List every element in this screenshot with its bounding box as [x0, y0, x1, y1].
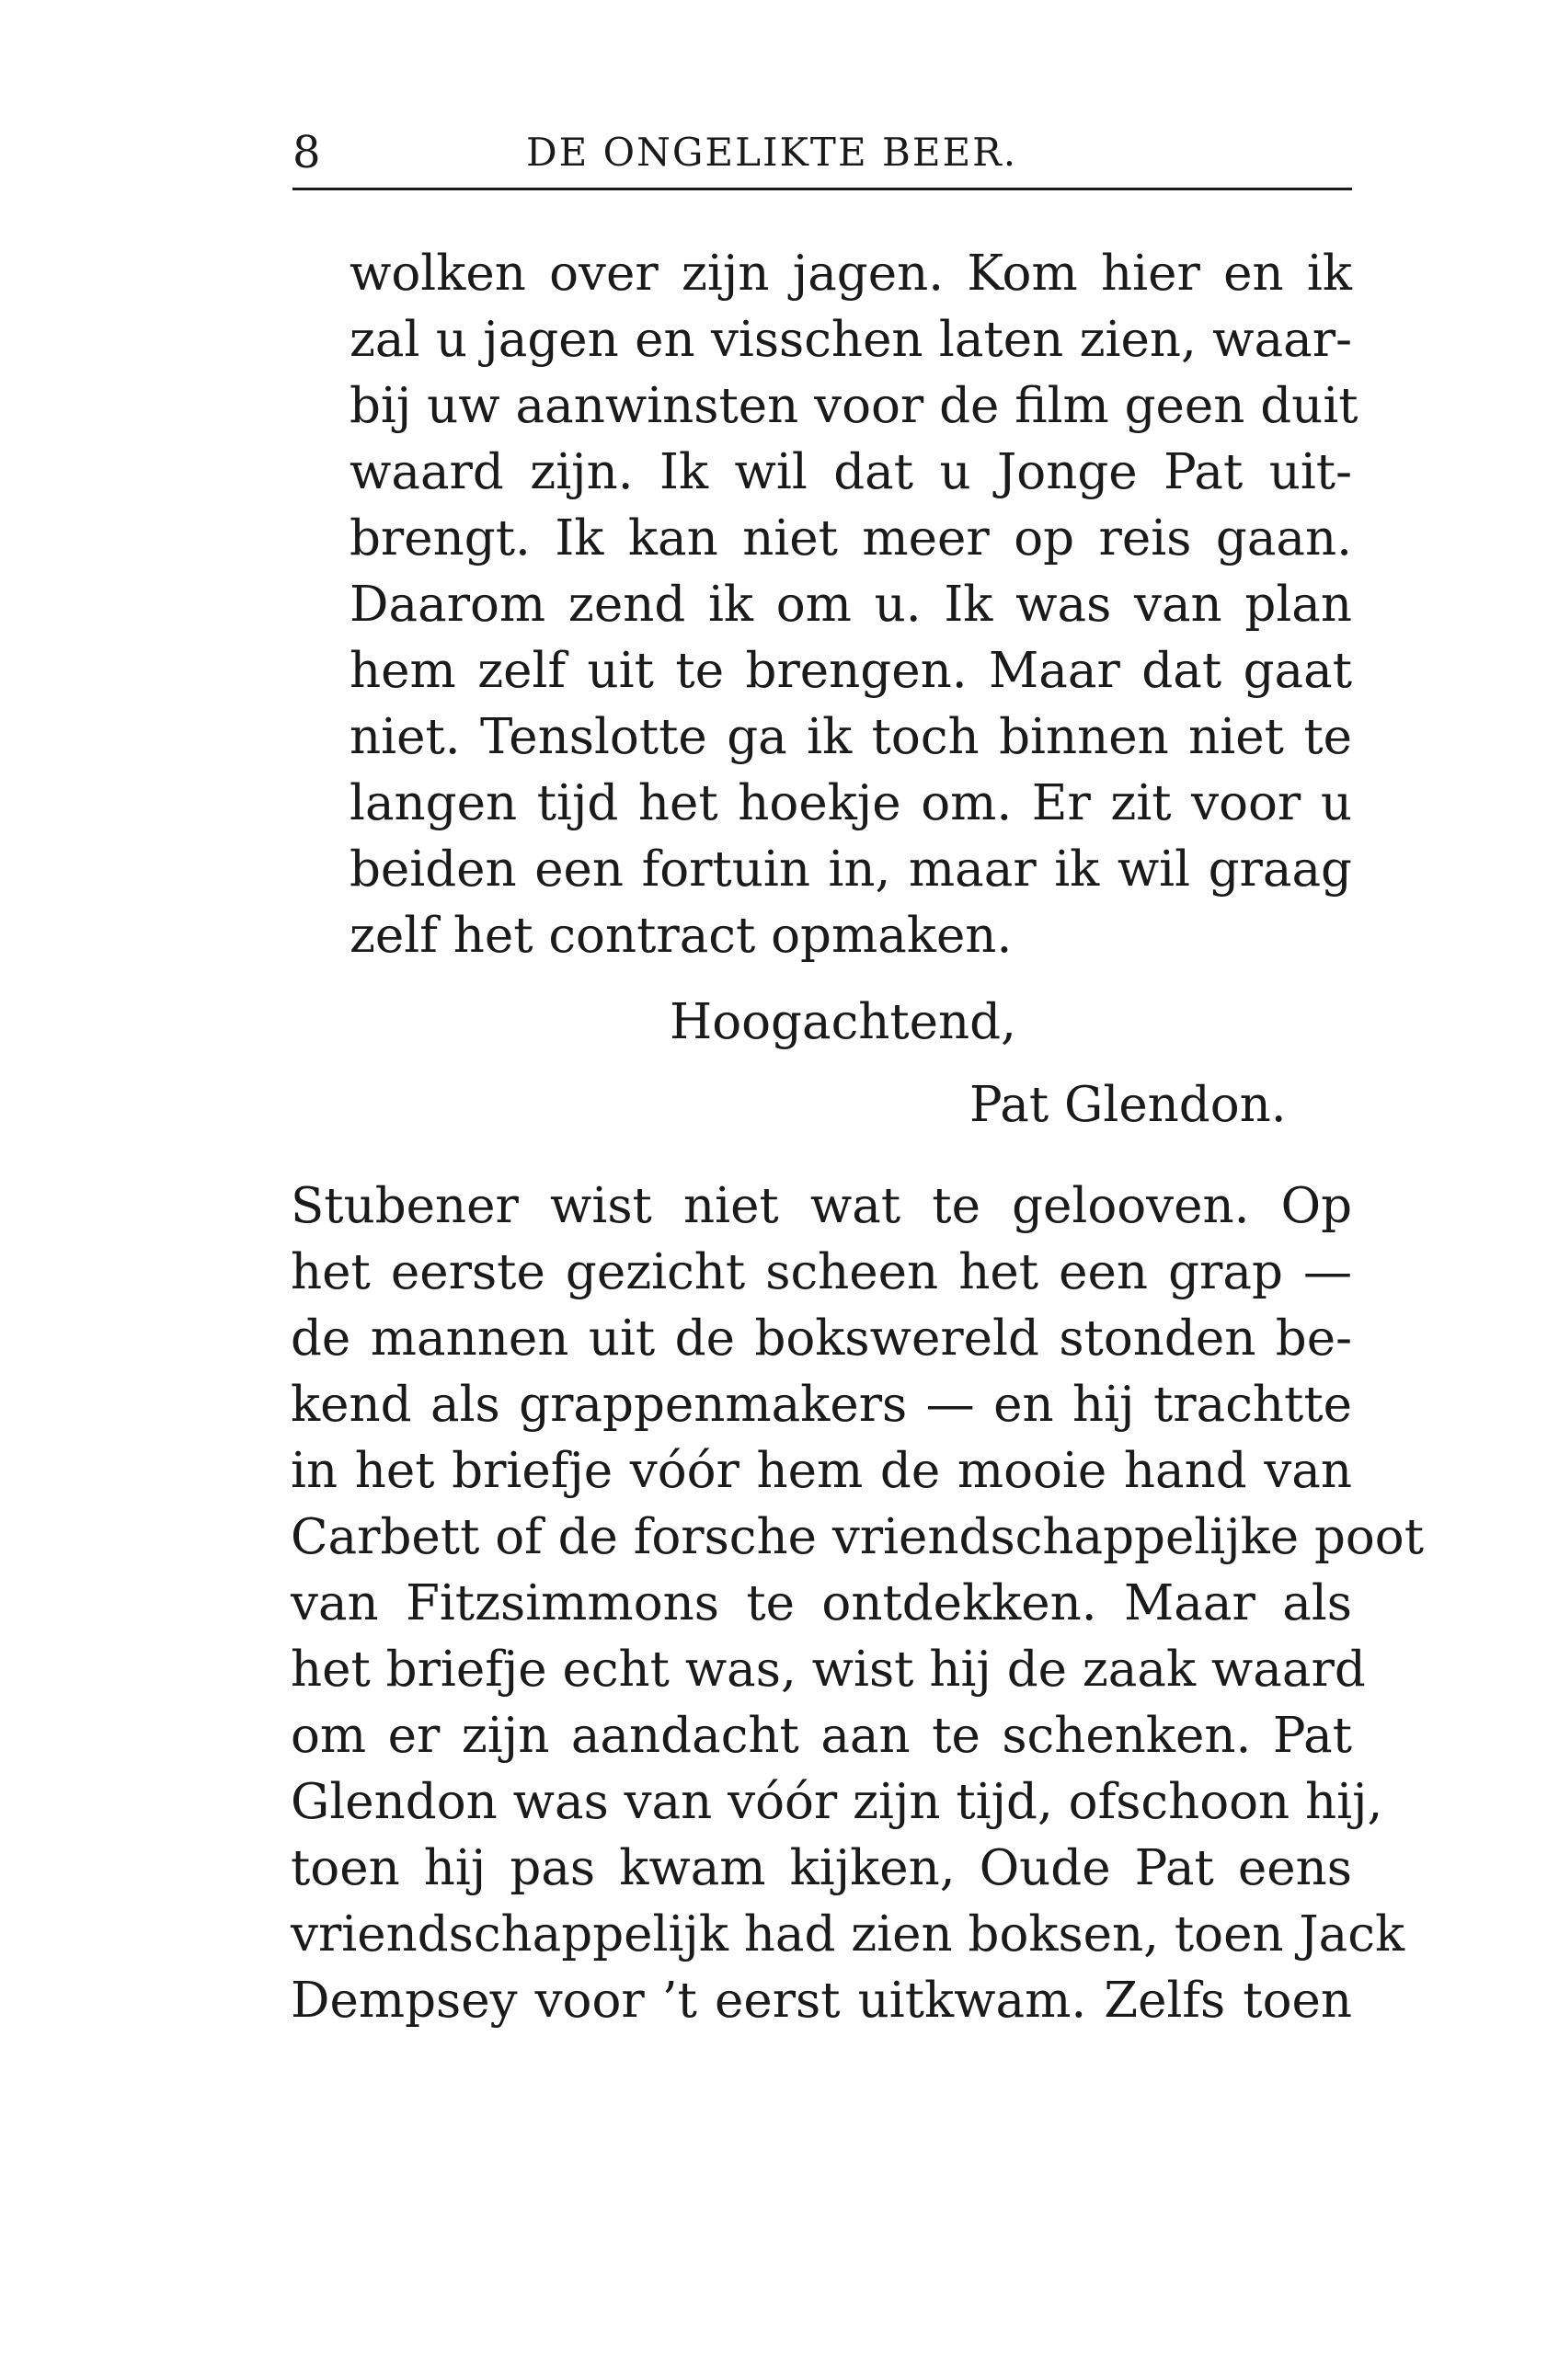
paragraph-line: de mannen uit de bokswereld stonden be- [291, 1310, 1352, 1367]
salutation: Hoogachtend, [670, 994, 1016, 1050]
paragraph-line: kend als grappenmakers — en hij trachtte [291, 1377, 1352, 1433]
paragraph-line: Glendon was van vóór zijn tijd, ofschoon hij, [291, 1774, 1383, 1830]
paragraph-line: Carbett of de forsche vriendschappelijke poot [291, 1509, 1425, 1565]
running-title: DE ONGELIKTE BEER. [526, 130, 1018, 175]
letter-line: langen tijd het hoekje om. Er zit voor u [350, 775, 1352, 831]
paragraph-line: het briefje echt was, wist hij de zaak waard [291, 1642, 1366, 1698]
letter-line: zal u jagen en visschen laten zien, waar- [350, 312, 1352, 368]
paragraph-line: in het briefje vóór hem de mooie hand van [291, 1443, 1352, 1499]
page-number: 8 [292, 127, 321, 178]
letter-line: beiden een fortuin in, maar ik wil graag [350, 841, 1352, 898]
letter-line: bij uw aanwinsten voor de film geen duit [350, 378, 1358, 434]
paragraph-line: vriendschappelijk had zien boksen, toen Jack [291, 1906, 1405, 1962]
letter-line: zelf het contract opmaken. [350, 908, 1013, 964]
letter-line: Daarom zend ik om u. Ik was van plan [350, 577, 1352, 633]
paragraph-line: om er zijn aandacht aan te schenken. Pat [291, 1708, 1352, 1764]
paragraph-line: Stubener wist niet wat te gelooven. Op [291, 1178, 1352, 1234]
letter-line: brengt. Ik kan niet meer op reis gaan. [350, 510, 1352, 566]
signature: Pat Glendon. [969, 1077, 1287, 1133]
paragraph-line: van Fitzsimmons te ontdekken. Maar als [291, 1575, 1352, 1631]
paragraph-line: Dempsey voor ’t eerst uitkwam. Zelfs toen [291, 1973, 1352, 2029]
page-header [292, 118, 1352, 190]
paragraph-line: het eerste gezicht scheen het een grap — [291, 1244, 1352, 1300]
paragraph-line: toen hij pas kwam kijken, Oude Pat eens [291, 1840, 1352, 1896]
letter-line: niet. Tenslotte ga ik toch binnen niet te [350, 709, 1352, 765]
letter-line: waard zijn. Ik wil dat u Jonge Pat uit- [350, 444, 1352, 500]
letter-line: hem zelf uit te brengen. Maar dat gaat [350, 643, 1352, 699]
letter-line: wolken over zijn jagen. Kom hier en ik [350, 246, 1352, 302]
